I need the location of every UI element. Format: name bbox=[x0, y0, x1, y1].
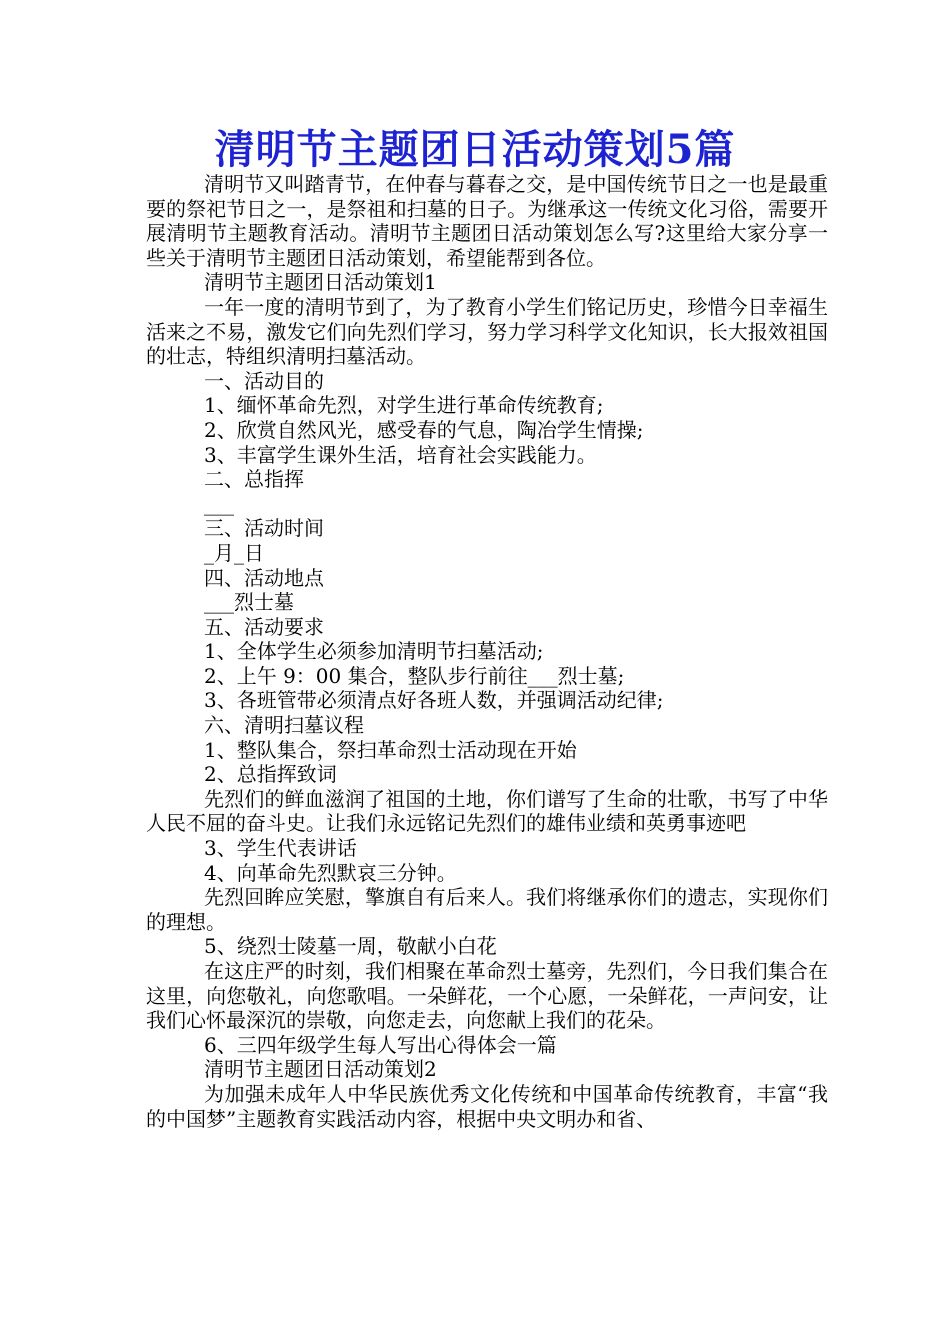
agenda-step-2: 2、总指挥致词 bbox=[204, 762, 337, 787]
document-title: 清明节主题团日活动策划5篇 bbox=[214, 126, 736, 173]
goal-item-2: 2、欣赏自然风光，感受春的气息，陶冶学生情操; bbox=[204, 417, 644, 442]
speech-paragraph: 先烈们的鲜血滋润了祖国的土地，你们谱写了生命的壮歌，书写了中华人民不屈的奋斗史。让我们永远铭记先烈们的雄伟业绩和英勇事迹吧 bbox=[146, 786, 828, 836]
agenda-step-6: 6、三四年级学生每人写出心得体会一篇 bbox=[204, 1032, 557, 1057]
requirement-item-1: 1、全体学生必须参加清明节扫墓活动; bbox=[204, 639, 544, 664]
heading-activity-requirements: 五、活动要求 bbox=[204, 614, 324, 639]
goal-item-3: 3、丰富学生课外生活，培育社会实践能力。 bbox=[204, 442, 597, 467]
heading-activity-time: 三、活动时间 bbox=[204, 516, 324, 541]
heading-commander: 二、总指挥 bbox=[204, 467, 304, 492]
heading-agenda: 六、清明扫墓议程 bbox=[204, 713, 364, 738]
heading-activity-purpose: 一、活动目的 bbox=[204, 368, 324, 393]
agenda-step-5: 5、绕烈士陵墓一周，敬献小白花 bbox=[204, 934, 497, 959]
section1-intro-paragraph: 一年一度的清明节到了，为了教育小学生们铭记历史，珍惜今日幸福生活来之不易，激发它们向先烈们学习，努力学习科学文化知识，长大报效祖国的壮志，特组织清明扫墓活动。 bbox=[146, 294, 828, 369]
section2-heading: 清明节主题团日活动策划2 bbox=[204, 1057, 437, 1082]
heading-activity-place: 四、活动地点 bbox=[204, 565, 324, 590]
goal-item-1: 1、缅怀革命先烈，对学生进行革命传统教育; bbox=[204, 393, 604, 418]
requirement-item-3: 3、各班管带必须清点好各班人数，并强调活动纪律; bbox=[204, 688, 664, 713]
tribute-paragraph: 先烈回眸应笑慰，擎旗自有后来人。我们将继承你们的遗志，实现你们的理想。 bbox=[146, 885, 828, 934]
document-body bbox=[146, 172, 828, 1131]
intro-paragraph: 清明节又叫踏青节，在仲春与暮春之交，是中国传统节日之一也是最重要的祭祀节日之一，是祭祖和扫墓的日子。为继承这一传统文化习俗，需要开展清明节主题教育活动。清明节主题团日活动策划怎么写?这里给大家分享一些关于清明节主题团日活动策划，希望能帮到各位。 bbox=[146, 172, 828, 270]
flowers-paragraph: 在这庄严的时刻，我们相聚在革命烈士墓旁，先烈们，今日我们集合在这里，向您敬礼，向您歌唱。一朵鲜花，一个心愿，一朵鲜花，一声问安，让我们心怀最深沉的崇敬，向您走去，向您献上我们的花朵。 bbox=[146, 959, 828, 1033]
requirement-item-2: 2、上午 9：00 集合，整队步行前往___烈士墓; bbox=[204, 663, 625, 688]
commander-blank: ___ bbox=[204, 491, 234, 516]
section1-heading: 清明节主题团日活动策划1 bbox=[204, 270, 437, 295]
activity-time-value: _月_日 bbox=[204, 540, 264, 565]
agenda-step-1: 1、整队集合，祭扫革命烈士活动现在开始 bbox=[204, 737, 577, 762]
agenda-step-4: 4、向革命先烈默哀三分钟。 bbox=[204, 860, 457, 885]
activity-place-value: ___烈士墓 bbox=[204, 590, 294, 615]
agenda-step-3: 3、学生代表讲话 bbox=[204, 836, 357, 861]
section2-intro-paragraph: 为加强未成年人中华民族优秀文化传统和中国革命传统教育，丰富“我的中国梦”主题教育实践活动内容，根据中央文明办和省、 bbox=[146, 1081, 828, 1131]
